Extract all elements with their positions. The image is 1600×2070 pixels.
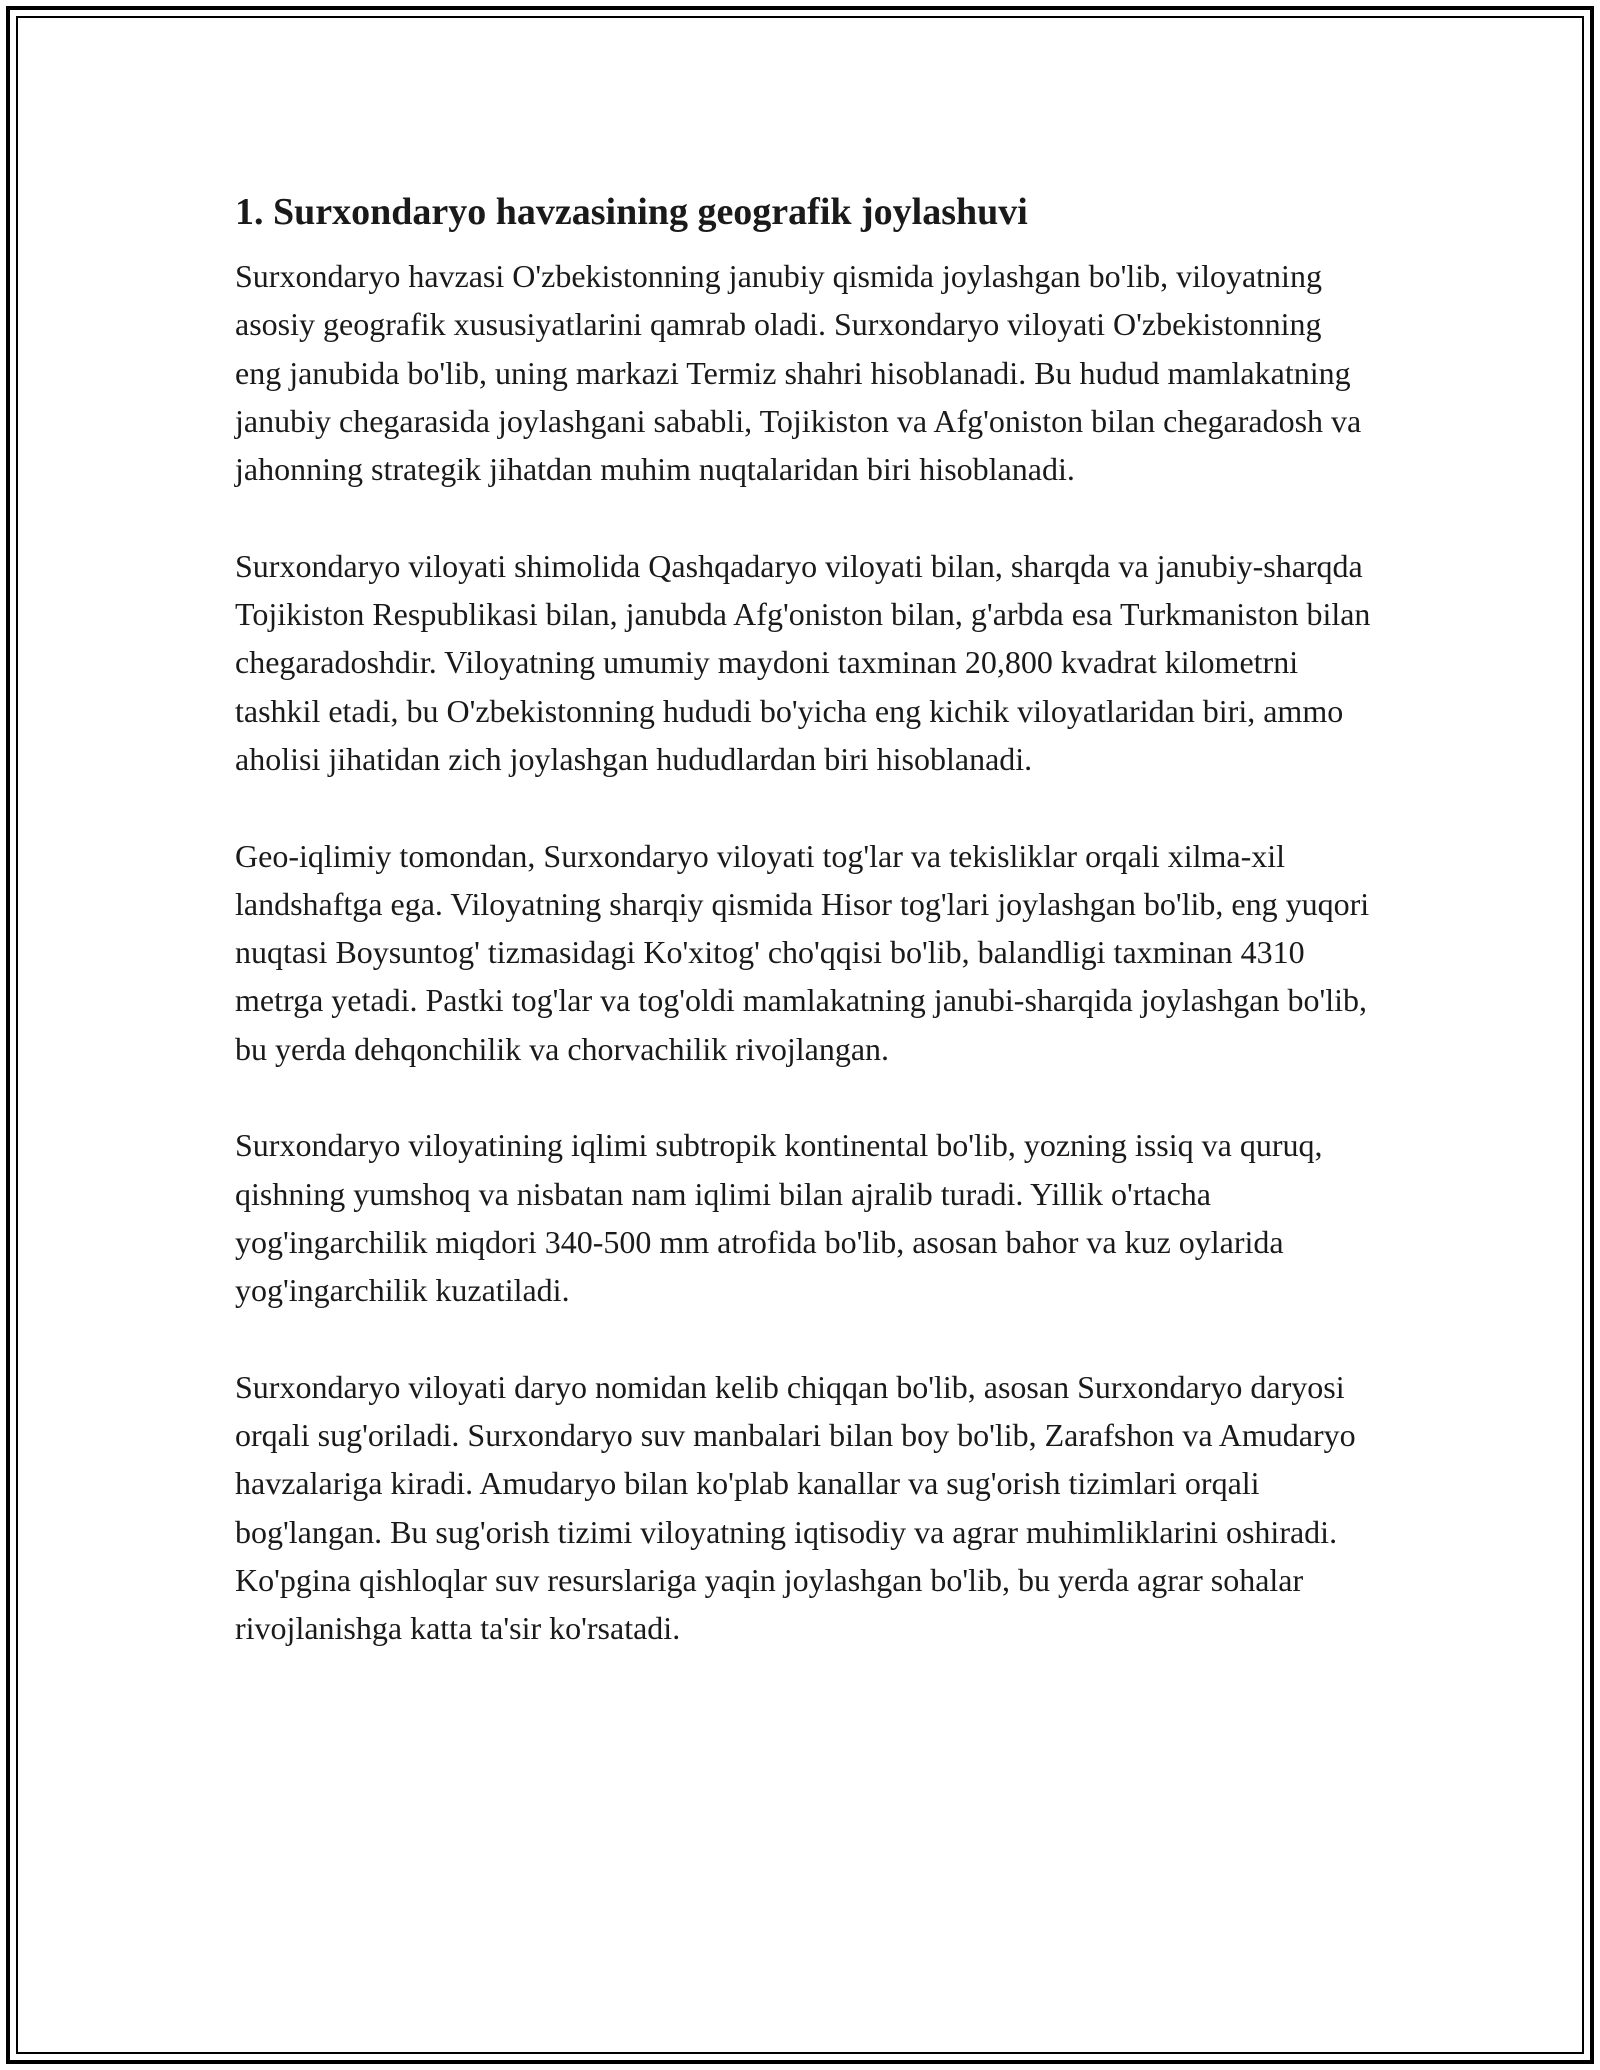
document-body [235, 186, 1375, 1653]
section-heading: 1. Surxondaryo havzasining geografik joylashuvi [235, 191, 1028, 233]
paragraph-location: Surxondaryo havzasi O'zbekistonning janubiy qismida joylashgan bo'lib, viloyatning asosiy geografik xususiyatlarini qamrab oladi. Surxondaryo viloyati O'zbekistonning eng janubida bo'lib, uning markazi Termiz shahri hisoblanadi. Bu hudud mamlakatning janubiy chegarasida joylashgani sababli, Tojikiston va Afg'oniston bilan chegaradosh va jahonning strategik jihatdan muhim nuqtalaridan biri hisoblanadi. [235, 258, 1362, 488]
paragraph-borders: Surxondaryo viloyati shimolida Qashqadaryo viloyati bilan, sharqda va janubiy-sharqda Tojikiston Respublikasi bilan, janubda Afg'oniston bilan, g'arbda esa Turkmaniston bilan chegaradoshdir. Viloyatning umumiy maydoni taxminan 20,800 kvadrat kilometrni tashkil etadi, bu O'zbekistonning hududi bo'yicha eng kichik viloyatlaridan biri, ammo aholisi jihatidan zich joylashgan hududlardan biri hisoblanadi. [235, 547, 1371, 777]
paragraph-relief: Geo-iqlimiy tomondan, Surxondaryo viloyati tog'lar va tekisliklar orqali xilma-xil landshaftga ega. Viloyatning sharqiy qismida Hisor tog'lari joylashgan bo'lib, eng yuqori nuqtasi Boysuntog' tizmasidagi Ko'xitog' cho'qqisi bo'lib, balandligi taxminan 4310 metrga yetadi. Pastki tog'lar va tog'oldi mamlakatning janubi-sharqida joylashgan bo'lib, bu yerda dehqonchilik va chorvachilik rivojlangan. [235, 837, 1370, 1067]
paragraph-water-resources: Surxondaryo viloyati daryo nomidan kelib chiqqan bo'lib, asosan Surxondaryo daryosi orqali sug'oriladi. Surxondaryo suv manbalari bilan boy bo'lib, Zarafshon va Amudaryo havzalariga kiradi. Amudaryo bilan ko'plab kanallar va sug'orish tizimlari orqali bog'langan. Bu sug'orish tizimi viloyatning iqtisodiy va agrar muhimliklarini oshiradi. Ko'pgina qishloqlar suv resurslariga yaqin joylashgan bo'lib, bu yerda agrar sohalar rivojlanishga katta ta'sir ko'rsatadi. [235, 1368, 1356, 1647]
paragraph-climate: Surxondaryo viloyatining iqlimi subtropik kontinental bo'lib, yozning issiq va quruq, qishning yumshoq va nisbatan nam iqlimi bilan ajralib turadi. Yillik o'rtacha yog'ingarchilik miqdori 340-500 mm atrofida bo'lib, asosan bahor va kuz oylarida yog'ingarchilik kuzatiladi. [235, 1127, 1323, 1309]
